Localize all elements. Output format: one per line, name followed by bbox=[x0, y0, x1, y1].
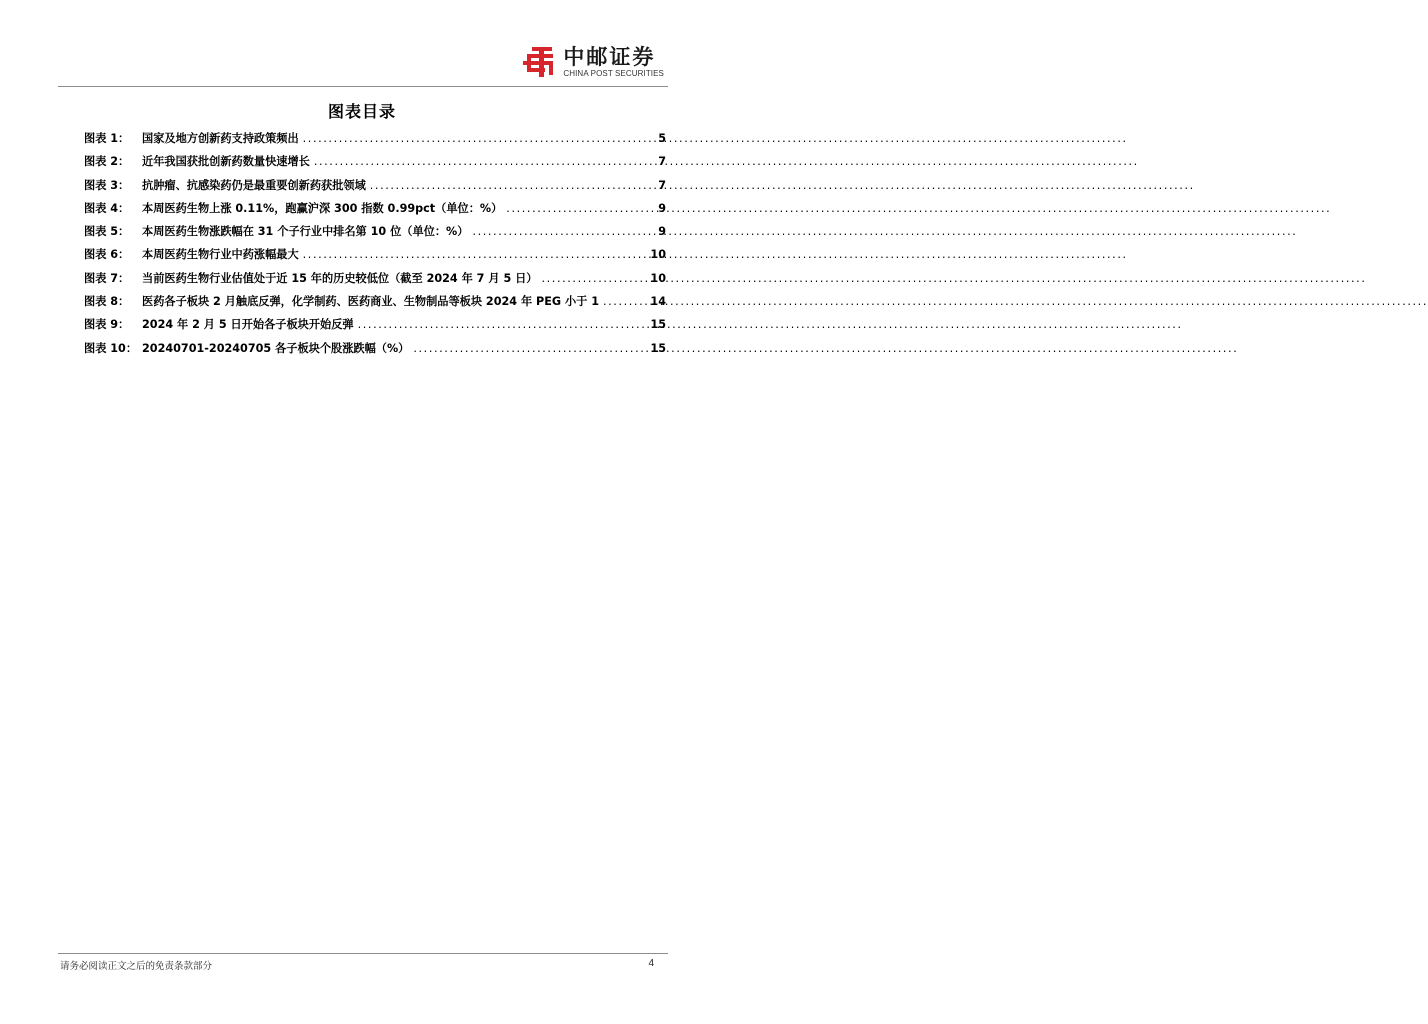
toc-leader-dots bbox=[542, 272, 647, 285]
toc-entry-page: 14 bbox=[650, 295, 666, 309]
page-header bbox=[58, 38, 668, 87]
toc-entry-text: 近年我国获批创新药数量快速增长 bbox=[142, 155, 310, 169]
toc-entry[interactable] bbox=[84, 293, 666, 316]
toc-entry-label: 图表 6： bbox=[84, 248, 130, 262]
logo-chinese-name: 中邮证券 bbox=[563, 44, 656, 69]
toc-entry[interactable] bbox=[84, 153, 666, 176]
toc-leader-dots bbox=[358, 318, 647, 331]
toc-leader-dots bbox=[314, 155, 654, 168]
toc-entry-label: 图表 3： bbox=[84, 178, 130, 192]
toc-leader-dots bbox=[472, 225, 654, 238]
toc-entry-page: 7 bbox=[658, 178, 666, 192]
toc-entry-label: 图表 7： bbox=[84, 271, 130, 285]
toc-entry-page: 15 bbox=[650, 341, 666, 355]
toc-entry-label: 图表 2： bbox=[84, 155, 130, 169]
table-of-figures bbox=[84, 130, 666, 363]
toc-entry-text: 20240701-20240705 各子板块个股涨跌幅（%） bbox=[142, 341, 410, 355]
toc-entry[interactable] bbox=[84, 177, 666, 200]
toc-entry-text: 2024 年 2 月 5 日开始各子板块开始反弹 bbox=[142, 318, 354, 332]
toc-entry-text: 本周医药生物行业中药涨幅最大 bbox=[142, 248, 299, 262]
toc-entry-label: 图表 4： bbox=[84, 201, 130, 215]
toc-entry[interactable] bbox=[84, 270, 666, 293]
toc-entry-page: 15 bbox=[650, 318, 666, 332]
china-post-logo-icon bbox=[523, 45, 557, 79]
toc-entry[interactable] bbox=[84, 223, 666, 246]
toc-entry[interactable] bbox=[84, 130, 666, 153]
toc-entry-text: 抗肿瘤、抗感染药仍是最重要创新药获批领域 bbox=[142, 178, 366, 192]
toc-entry-text: 本周医药生物涨跌幅在 31 个子行业中排名第 10 位（单位：%） bbox=[142, 225, 469, 239]
toc-entry-label: 图表 9： bbox=[84, 318, 130, 332]
toc-entry-page: 7 bbox=[658, 155, 666, 169]
toc-entry-text: 当前医药生物行业估值处于近 15 年的历史较低位（截至 2024 年 7 月 5 日） bbox=[142, 271, 538, 285]
logo-english-name: CHINA POST SECURITIES bbox=[563, 68, 664, 78]
toc-leader-dots bbox=[303, 132, 655, 145]
toc-entry-page: 9 bbox=[658, 225, 666, 239]
toc-leader-dots bbox=[370, 179, 654, 192]
toc-entry-label: 图表 1： bbox=[84, 132, 130, 145]
toc-leader-dots bbox=[506, 202, 654, 215]
toc-entry-page: 10 bbox=[650, 248, 666, 262]
toc-entry-text: 医药各子板块 2 月触底反弹，化学制药、医药商业、生物制品等板块 2024 年 PEG 小于 1 bbox=[142, 295, 599, 309]
page-footer bbox=[58, 953, 668, 974]
toc-entry-label: 图表 8： bbox=[84, 295, 130, 309]
toc-entry-label: 图表 10： bbox=[84, 341, 138, 355]
toc-entry-text: 本周医药生物上涨 0.11%，跑赢沪深 300 指数 0.99pct（单位：%） bbox=[142, 201, 503, 215]
toc-entry-label: 图表 5： bbox=[84, 225, 130, 239]
toc-leader-dots bbox=[603, 295, 646, 308]
toc-entry-page: 10 bbox=[650, 271, 666, 285]
toc-entry-page: 9 bbox=[658, 201, 666, 215]
toc-leader-dots bbox=[413, 342, 646, 355]
disclaimer-notice: 请务必阅读正文之后的免责条款部分 bbox=[60, 961, 213, 972]
toc-leader-dots bbox=[303, 248, 647, 261]
toc-entry[interactable] bbox=[84, 340, 666, 363]
toc-entry[interactable] bbox=[84, 246, 666, 269]
toc-entry[interactable] bbox=[84, 316, 666, 339]
toc-entry[interactable] bbox=[84, 200, 666, 223]
company-logo bbox=[523, 44, 664, 80]
page-number: 4 bbox=[648, 958, 654, 969]
toc-entry-page: 5 bbox=[658, 132, 666, 145]
toc-entry-text: 国家及地方创新药支持政策频出 bbox=[142, 132, 299, 145]
toc-title: 图表目录 bbox=[327, 102, 396, 121]
